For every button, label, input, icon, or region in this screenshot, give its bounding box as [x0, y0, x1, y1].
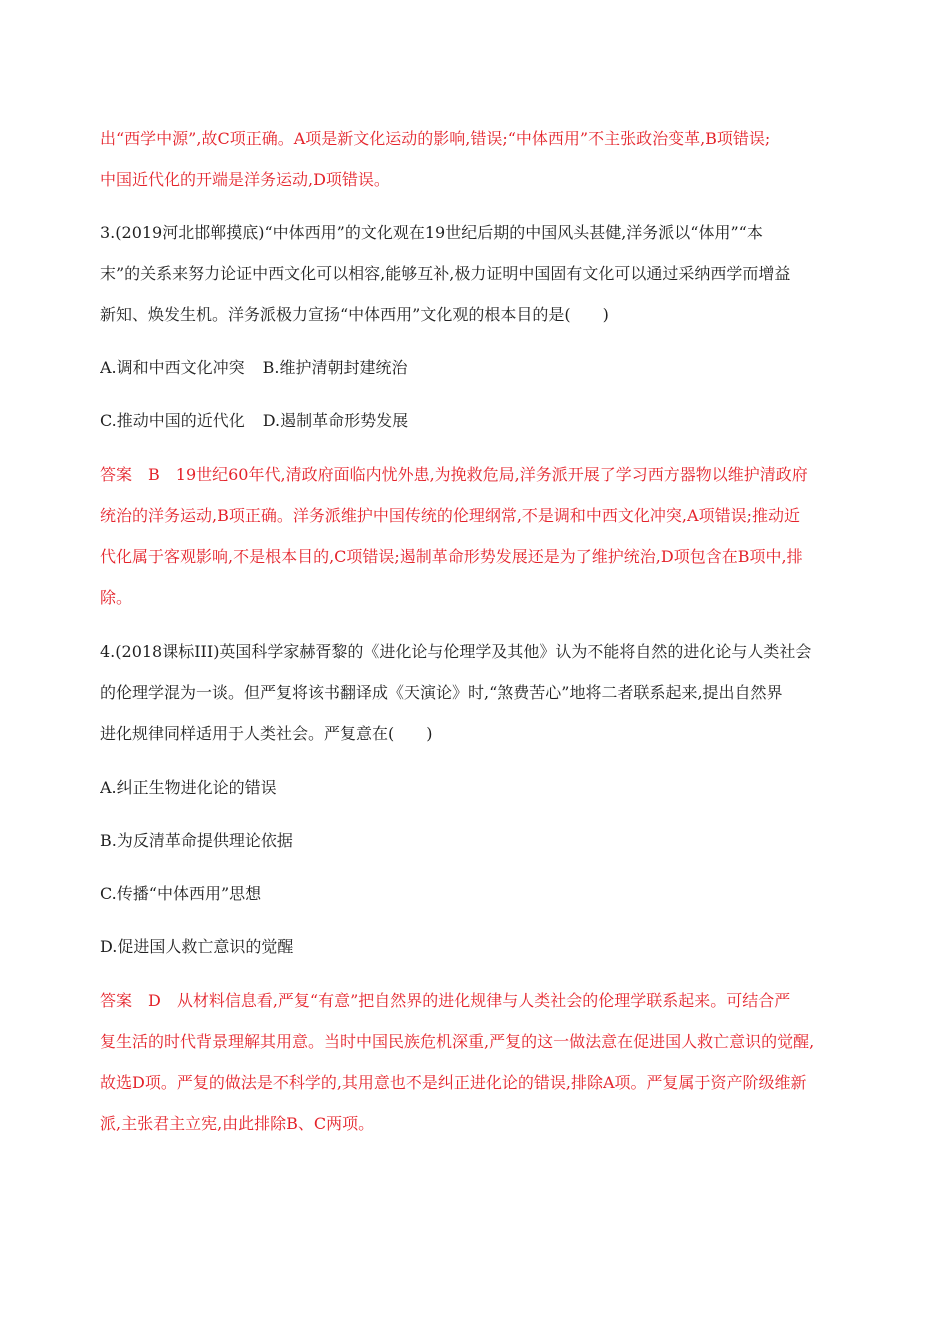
- q4-option-b: B.为反清革命提供理论依据: [100, 831, 293, 850]
- q4-answer-line-2: 复生活的时代背景理解其用意。当时中国民族危机深重,严复的这一做法意在促进国人救亡意识的觉醒,: [100, 1032, 815, 1051]
- q3-stem-line-2: 末”的关系来努力论证中西文化可以相容,能够互补,极力证明中国固有文化可以通过采纳西学而增益: [100, 264, 791, 283]
- q4-option-a: A.纠正生物进化论的错误: [100, 778, 277, 797]
- q4-answer-line-3: 故选D项。严复的做法是不科学的,其用意也不是纠正进化论的错误,排除A项。严复属于资产阶级维新: [100, 1073, 807, 1092]
- q4-option-d: D.促进国人救亡意识的觉醒: [100, 937, 294, 956]
- q3-answer-line-2: 统治的洋务运动,B项正确。洋务派维护中国传统的伦理纲常,不是调和中西文化冲突,A项错误;推动近: [100, 506, 800, 525]
- q4-option-c: C.传播“中体西用”思想: [100, 884, 262, 903]
- q3-stem-line-3: 新知、焕发生机。洋务派极力宣扬“中体西用”文化观的根本目的是( ): [100, 305, 609, 324]
- q4-stem-line-2: 的伦理学混为一谈。但严复将该书翻译成《天演论》时,“煞费苦心”地将二者联系起来,提出自然界: [100, 683, 783, 702]
- q4-answer-line-4: 派,主张君主立宪,由此排除B、C两项。: [100, 1114, 375, 1133]
- q3-option-c: C.推动中国的近代化: [100, 411, 245, 430]
- q3-options-row-2: [100, 410, 860, 432]
- q3-option-b: B.维护清朝封建统治: [262, 358, 408, 377]
- q3-answer-line-4: 除。: [100, 588, 133, 607]
- q4-answer-line-1: 答案 D 从材料信息看,严复“有意”把自然界的进化规律与人类社会的伦理学联系起来。可结合严: [100, 991, 791, 1010]
- q3-stem-line-1: 3.(2019河北邯郸摸底)“中体西用”的文化观在19世纪后期的中国风头甚健,洋务派以“体用”“本: [100, 223, 763, 242]
- q4-stem-line-3: 进化规律同样适用于人类社会。严复意在( ): [100, 724, 433, 743]
- q3-option-d: D.遏制革命形势发展: [262, 411, 409, 430]
- q4-stem-line-1: 4.(2018课标III)英国科学家赫胥黎的《进化论与伦理学及其他》认为不能将自然的进化论与人类社会: [100, 642, 812, 661]
- q3-option-a: A.调和中西文化冲突: [100, 358, 245, 377]
- q3-answer-line-1: 答案 B 19世纪60年代,清政府面临内忧外患,为挽救危局,洋务派开展了学习西方器物以维护清政府: [100, 465, 808, 484]
- prev-answer-line-1: 出“西学中源”,故C项正确。A项是新文化运动的影响,错误;“中体西用”不主张政治变革,B项错误;: [100, 129, 771, 148]
- q3-answer-line-3: 代化属于客观影响,不是根本目的,C项错误;遏制革命形势发展还是为了维护统治,D项包含在B项中,排: [100, 547, 803, 566]
- q3-options-row-1: [100, 357, 860, 379]
- prev-answer-line-2: 中国近代化的开端是洋务运动,D项错误。: [100, 170, 390, 189]
